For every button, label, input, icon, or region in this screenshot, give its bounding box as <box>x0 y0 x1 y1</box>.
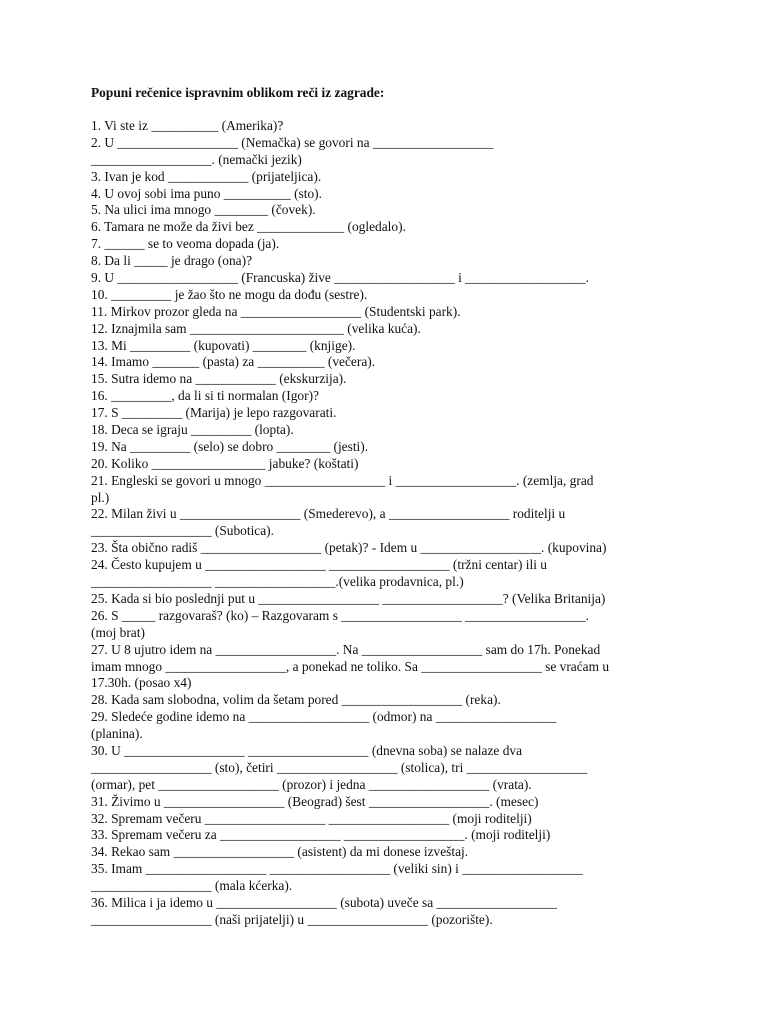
exercise-line: 35. Imam __________________ __________________ (veliki sin) i __________________ <box>91 861 583 877</box>
exercise-line: 10. _________ je žao što ne mogu da dođu (sestre). <box>91 286 368 302</box>
exercise-line: 30. U __________________ __________________ (dnevna soba) se nalaze dva <box>91 742 523 758</box>
exercise-line: 19. Na _________ (selo) se dobro ________ (jesti). <box>91 438 369 454</box>
exercise-line: 8. Da li _____ je drago (ona)? <box>91 253 253 269</box>
exercise-line: 36. Milica i ja idemo u __________________ (subota) uveče sa __________________ <box>91 894 558 910</box>
exercise-line: 26. S _____ razgovaraš? (ko) – Razgovaram s __________________ __________________. <box>91 607 589 623</box>
exercise-line: (ormar), pet __________________ (prozor) i jedna __________________ (vrata). <box>91 776 532 792</box>
exercise-line: 4. U ovoj sobi ima puno __________ (sto). <box>91 185 322 201</box>
exercise-line: 23. Šta obično radiš __________________ (petak)? - Idem u __________________. (kupovina) <box>91 540 607 556</box>
exercise-line: 11. Mirkov prozor gleda na __________________ (Studentski park). <box>91 303 461 319</box>
exercise-line: 2. U __________________ (Nemačka) se govori na __________________ <box>91 134 494 150</box>
exercise-line: 18. Deca se igraju _________ (lopta). <box>91 422 294 438</box>
exercise-list <box>91 118 671 929</box>
exercise-line: 34. Rekao sam __________________ (asistent) da mi donese izveštaj. <box>91 844 469 860</box>
exercise-line: 13. Mi _________ (kupovati) ________ (knjige). <box>91 337 356 353</box>
exercise-line: 22. Milan živi u __________________ (Smederevo), a __________________ roditelji u <box>91 506 566 522</box>
exercise-line: __________________ (mala kćerka). <box>91 878 293 894</box>
exercise-line: 28. Kada sam slobodna, volim da šetam pored __________________ (reka). <box>91 692 501 708</box>
exercise-line: __________________ __________________.(velika prodavnica, pl.) <box>91 574 464 590</box>
exercise-line: pl.) <box>91 489 110 505</box>
exercise-line: 31. Živimo u __________________ (Beograd) šest __________________. (mesec) <box>91 793 539 809</box>
exercise-line: 1. Vi ste iz __________ (Amerika)? <box>91 118 284 133</box>
exercise-line: 32. Spremam večeru __________________ __________________ (moji roditelji) <box>91 810 532 826</box>
exercise-line: 3. Ivan je kod ____________ (prijateljica). <box>91 168 322 184</box>
exercise-line: 16. _________, da li si ti normalan (Igor)? <box>91 388 319 404</box>
exercise-line: 21. Engleski se govori u mnogo __________________ i __________________. (zemlja, grad <box>91 472 594 488</box>
exercise-line: __________________ (sto), četiri __________________ (stolica), tri __________________ <box>91 759 588 775</box>
exercise-line: (moj brat) <box>91 624 145 640</box>
worksheet-title: Popuni rečenice ispravnim oblikom reči iz zagrade: <box>91 85 385 100</box>
exercise-line: (planina). <box>91 726 143 742</box>
exercise-line: 20. Koliko _________________ jabuke? (koštati) <box>91 455 359 471</box>
exercise-line: 6. Tamara ne može da živi bez _____________ (ogledalo). <box>91 219 406 235</box>
exercise-line: 9. U __________________ (Francuska) žive __________________ i __________________. <box>91 270 590 286</box>
exercise-line: 15. Sutra idemo na ____________ (ekskurzija). <box>91 371 347 387</box>
exercise-line: 17.30h. (posao x4) <box>91 675 192 691</box>
exercise-line: 27. U 8 ujutro idem na __________________. Na __________________ sam do 17h. Ponekad <box>91 641 601 657</box>
exercise-line: imam mnogo __________________, a ponekad ne toliko. Sa __________________ se vraćam u <box>91 658 610 674</box>
exercise-line: 5. Na ulici ima mnogo ________ (čovek). <box>91 202 316 218</box>
exercise-line: __________________. (nemački jezik) <box>91 151 302 167</box>
exercise-line: 25. Kada si bio poslednji put u __________________ __________________? (Velika Britanija) <box>91 590 606 606</box>
exercise-line: 29. Sledeće godine idemo na __________________ (odmor) na __________________ <box>91 709 557 725</box>
exercise-line: 17. S _________ (Marija) je lepo razgovarati. <box>91 405 337 421</box>
exercise-line: 14. Imamo _______ (pasta) za __________ (večera). <box>91 354 376 370</box>
exercise-line: 12. Iznajmila sam _______________________ (velika kuća). <box>91 320 421 336</box>
exercise-line: 24. Često kupujem u __________________ __________________ (tržni centar) ili u <box>91 557 547 573</box>
exercise-line: __________________ (Subotica). <box>91 523 274 539</box>
exercise-line: __________________ (naši prijatelji) u __________________ (pozorište). <box>91 911 493 927</box>
exercise-line: 7. ______ se to veoma dopada (ja). <box>91 236 280 252</box>
exercise-line: 33. Spremam večeru za __________________ __________________. (moji roditelji) <box>91 827 551 843</box>
worksheet <box>91 84 671 929</box>
